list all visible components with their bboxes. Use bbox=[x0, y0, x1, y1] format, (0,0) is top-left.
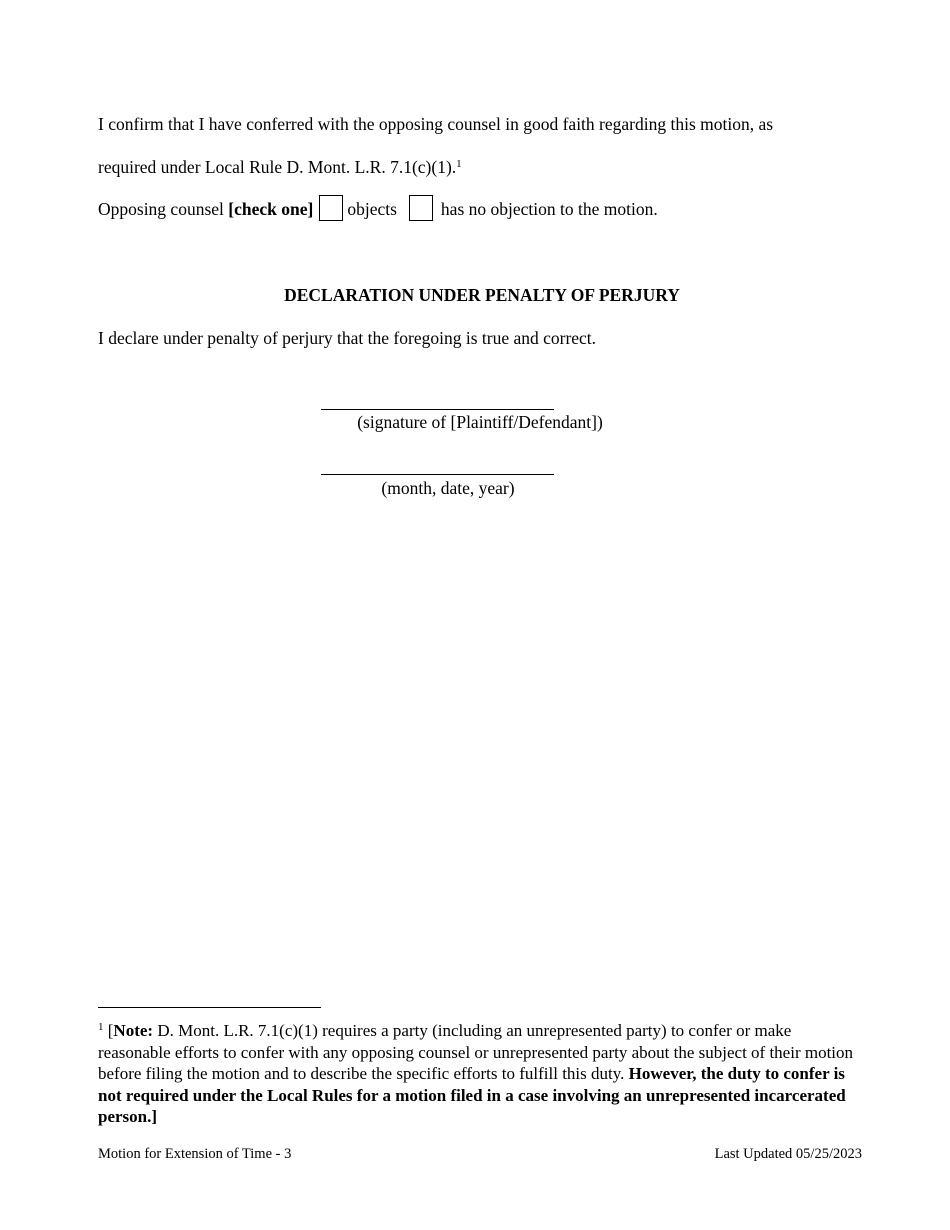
confirm-text-2: required under Local Rule D. Mont. L.R. 7.1(c)(1). bbox=[98, 157, 457, 177]
footnote-number: 1 bbox=[98, 1021, 104, 1033]
footnote-body: D. Mont. L.R. 7.1(c)(1) requires a party (including an unrepresented party) to confer or make reasonable efforts to confer with any opposing counsel or unrepresented party about the subject of their motion before filing the motion and to describe the specific efforts to fulfill this duty. bbox=[98, 1021, 854, 1083]
no-objection-checkbox[interactable] bbox=[409, 195, 433, 221]
date-line[interactable] bbox=[321, 474, 554, 475]
signature-label: (signature of [Plaintiff/Defendant]) bbox=[357, 412, 603, 432]
footer-left: Motion for Extension of Time - 3 bbox=[98, 1146, 292, 1162]
footnote-ref: 1 bbox=[456, 158, 462, 170]
objects-checkbox[interactable] bbox=[319, 195, 343, 221]
opposing-prefix: Opposing counsel bbox=[98, 199, 229, 219]
no-objection-label: has no objection to the motion. bbox=[440, 199, 658, 219]
footer-right: Last Updated 05/25/2023 bbox=[714, 1146, 862, 1162]
confirm-line-2 bbox=[98, 157, 462, 177]
date-label: (month, date, year) bbox=[381, 478, 515, 498]
signature-line[interactable] bbox=[321, 409, 554, 410]
check-one-label: [check one] bbox=[228, 199, 314, 219]
footnote-note-label: Note: bbox=[113, 1021, 154, 1040]
confirm-text-1: I confirm that I have conferred with the opposing counsel in good faith regarding this motion, as bbox=[98, 114, 774, 134]
footnote-open-bracket: [ bbox=[107, 1021, 114, 1040]
footnote-separator bbox=[98, 1007, 321, 1008]
objects-label: objects bbox=[347, 199, 397, 219]
opposing-counsel-line bbox=[98, 199, 658, 221]
footnote bbox=[98, 1020, 868, 1128]
declaration-heading: DECLARATION UNDER PENALTY OF PERJURY bbox=[284, 285, 680, 305]
confirm-line-1 bbox=[98, 114, 773, 134]
declaration-text: I declare under penalty of perjury that the foregoing is true and correct. bbox=[98, 328, 597, 348]
footnote-bold-tail: However, the duty to confer is not required under the Local Rules for a motion filed in a case involving an unrepresented incarcerated person.] bbox=[98, 1064, 846, 1126]
